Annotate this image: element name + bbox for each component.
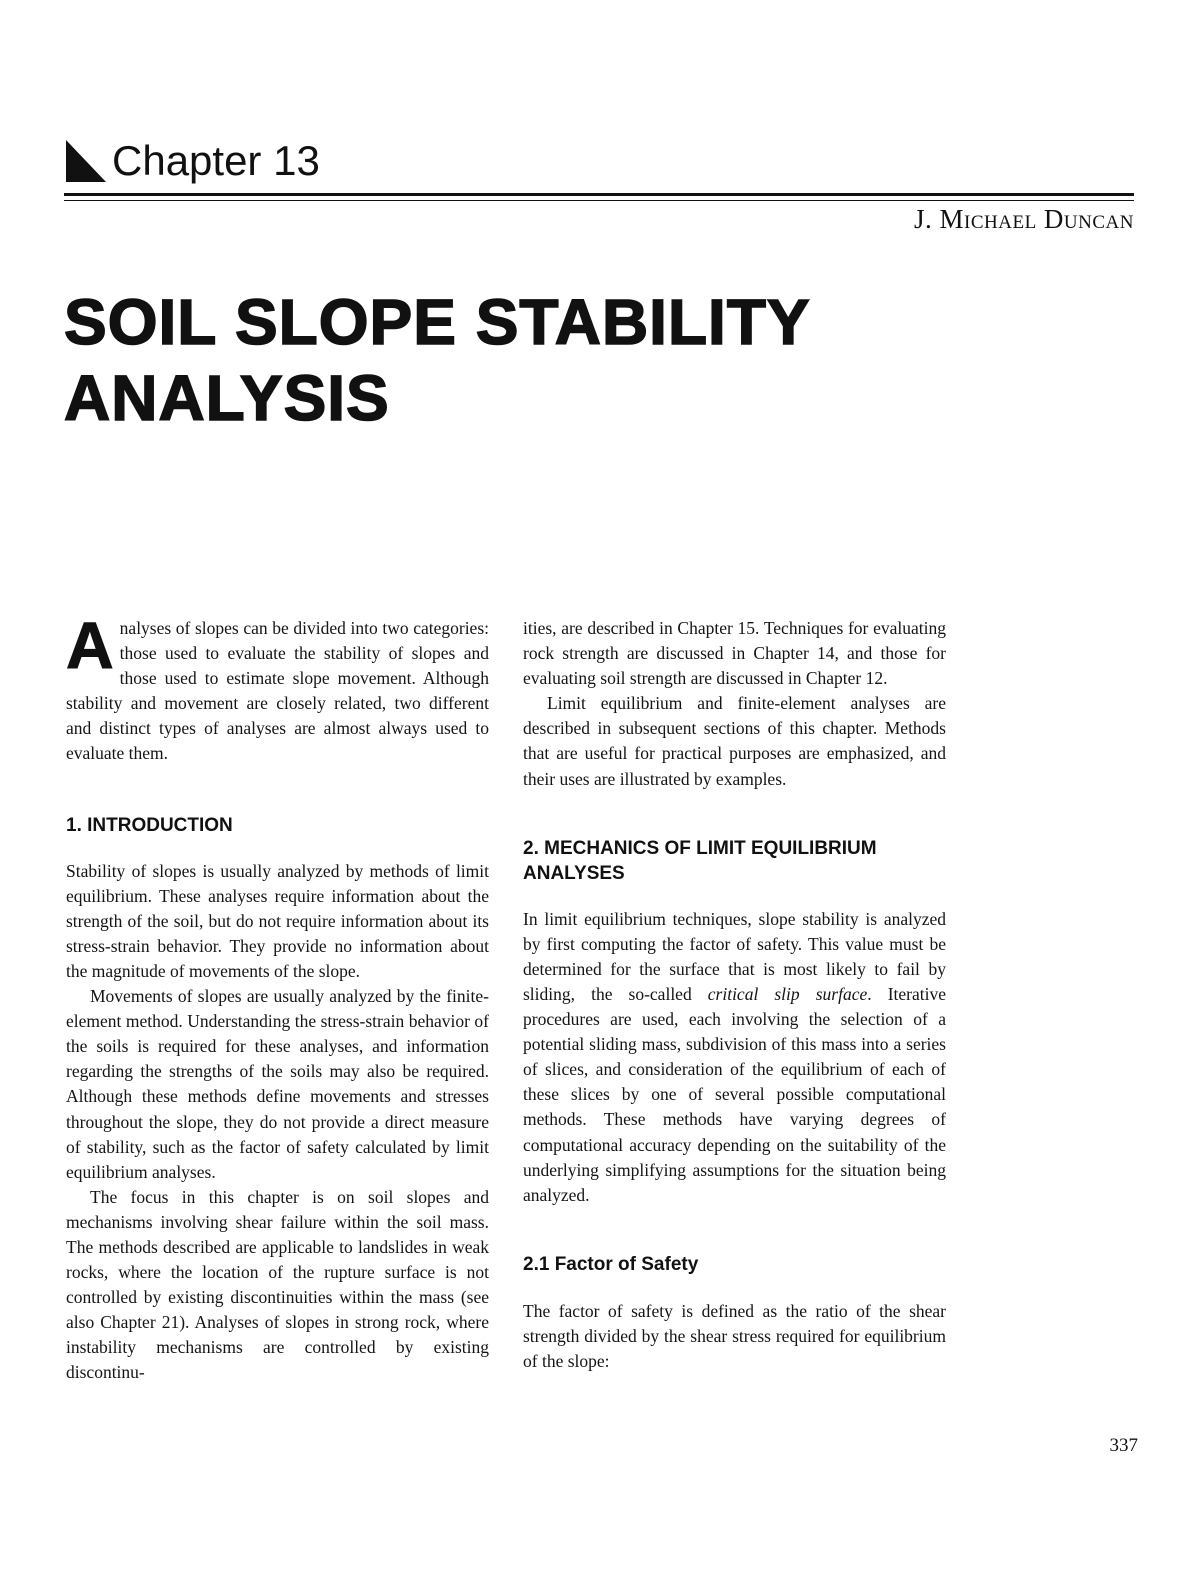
- left-column: [66, 608, 489, 1386]
- chapter-label: Chapter 13: [112, 137, 320, 184]
- section-2-heading: [523, 836, 946, 886]
- title-line-2: ANALYSIS: [64, 362, 390, 434]
- section-1-paragraph-2: Movements of slopes are usually analyzed by the finite-element method. Understanding the stress-strain behavior of the soils is required for these analyses, and information regarding the strengths of the soils may also be required. Although these methods define movements and stresses throughout the slope, they do not provide a direct measure of stability, such as the factor of safety calculated by limit equilibrium analyses.: [66, 986, 489, 1182]
- drop-cap: A: [66, 608, 114, 682]
- chapter-title: [64, 284, 964, 436]
- section-1-paragraph-3-end: ities, are described in Chapter 15. Techniques for evaluating rock strength are discussed in Chapter 14, and those for evaluating soil strength are discussed in Chapter 12.: [523, 618, 946, 689]
- section-2-heading-line-2: ANALYSES: [523, 862, 625, 884]
- section-1-heading: 1. INTRODUCTION: [66, 814, 233, 836]
- right-column: [523, 616, 946, 1374]
- critical-slip-surface-term: critical slip surface: [707, 983, 868, 1004]
- section-1-paragraph-1: Stability of slopes is usually analyzed by methods of limit equilibrium. These analyses require information about the strength of the soil, but do not require information about its stress-strain behavior. They provide no information about the magnitude of movements of the slope.: [66, 860, 489, 981]
- header-rule-thin: [64, 200, 1134, 201]
- section-2-1-heading: 2.1 Factor of Safety: [523, 1253, 699, 1275]
- header-rule-thick: [64, 193, 1134, 196]
- section-2-paragraph-1: [523, 907, 946, 1208]
- chapter-heading: [62, 138, 320, 184]
- section-2-text-a: In limit equilibrium techniques, slope stability is analyzed by first computing the factor of safety. This value must be determined for the surface that is most likely to fail by sliding, the so-called: [523, 908, 946, 1004]
- section-1-paragraph-3-start: The focus in this chapter is on soil slopes and mechanisms involving shear failure within the soil mass. The methods described are applicable to landslides in weak rocks, where the location of the rupture surface is not controlled by existing discontinuities within the mass (see also Chapter 21). Analyses of slopes in strong rock, where instability mechanisms are controlled by existing discontinu-: [66, 1186, 489, 1383]
- page-number: 337: [1109, 1435, 1138, 1456]
- section-1-paragraph-4: Limit equilibrium and finite-element analyses are described in subsequent sections of this chapter. Methods that are useful for practical purposes are emphasized, and their uses are illustrated by examples.: [523, 693, 946, 789]
- intro-text: nalyses of slopes can be divided into two categories: those used to evaluate the stability of slopes and those used to estimate slope movement. Although stability and movement are closely related, two different and distinct types of analyses are almost always used to evaluate them.: [66, 618, 489, 764]
- section-2-text-b: . Iterative procedures are used, each involving the selection of a potential sliding mass, subdivision of this mass into a series of slices, and consideration of the equilibrium of each of these slices by one of several possible computational methods. These methods have varying degrees of computational accuracy depending on the suitability of the underlying simplifying assumptions for the situation being analyzed.: [523, 983, 946, 1205]
- section-2-1-paragraph-1: The factor of safety is defined as the ratio of the shear strength divided by the shear stress required for equilibrium of the slope:: [523, 1300, 946, 1371]
- author-name: J. Michael Duncan: [914, 204, 1134, 234]
- title-line-1: SOIL SLOPE STABILITY: [64, 286, 811, 358]
- intro-paragraph: [66, 608, 489, 767]
- chapter-triangle-icon: [62, 138, 108, 184]
- section-2-heading-line-1: 2. MECHANICS OF LIMIT EQUILIBRIUM: [523, 837, 877, 859]
